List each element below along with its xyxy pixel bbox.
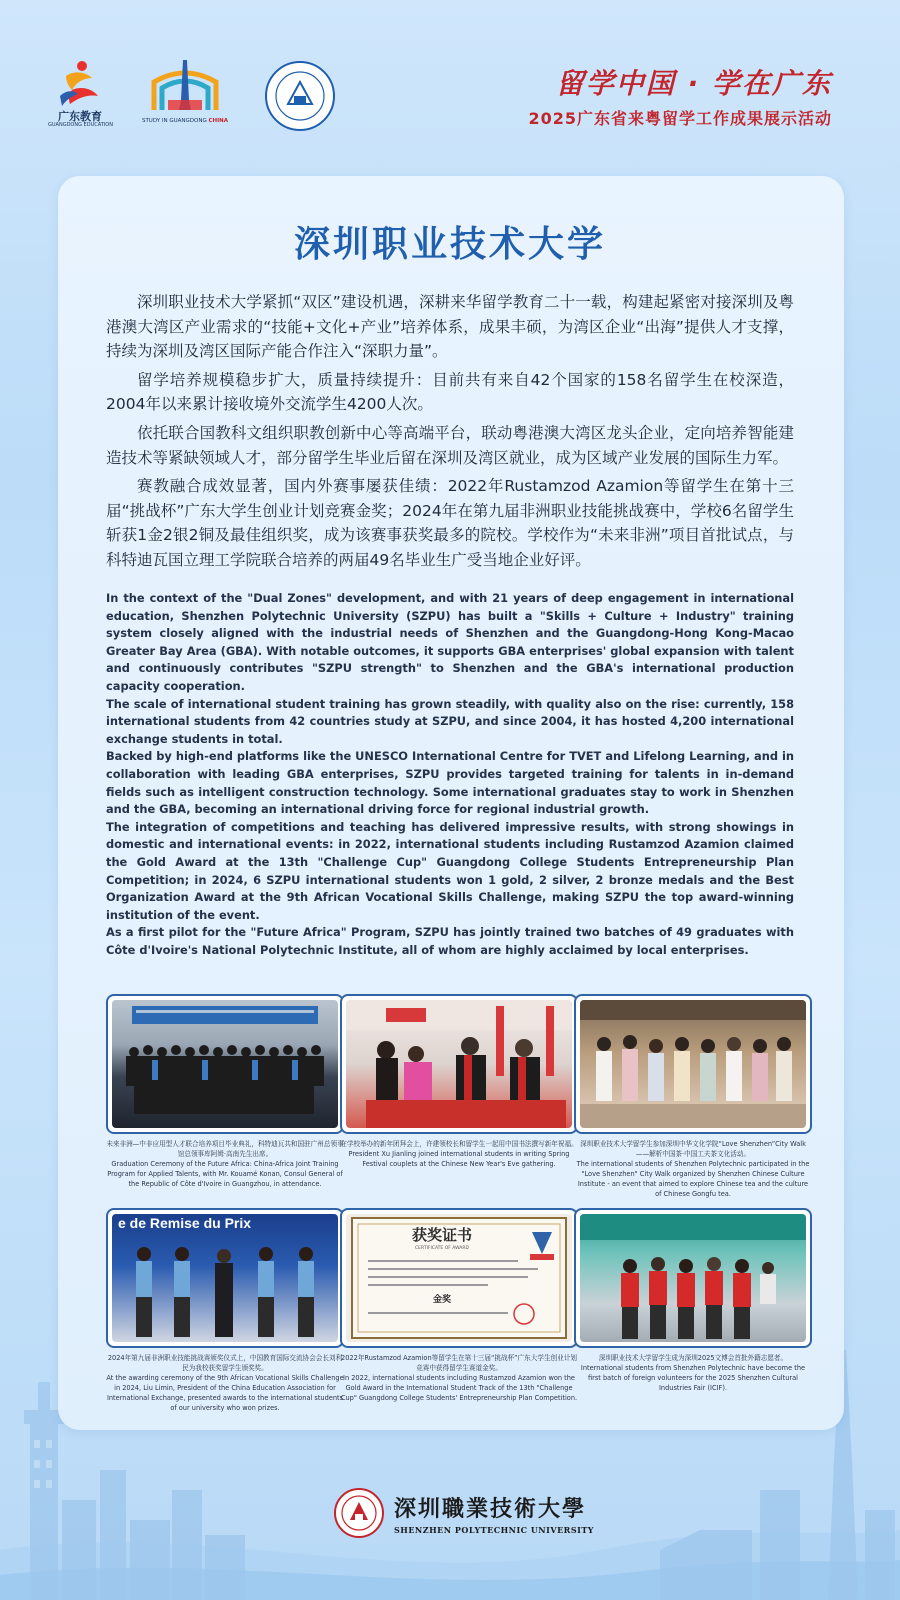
study-in-guangdong-tag: CHINA <box>208 118 229 124</box>
volunteers-photo <box>580 1214 806 1342</box>
campaign-slogan: 留学中国 · 学在广东 <box>555 67 832 100</box>
university-emblem-icon <box>334 1488 384 1538</box>
photo-caption <box>574 1353 812 1393</box>
photo-caption-cn: 深圳职业技术大学留学生成为深圳2025文博会首批外籍志愿者。 <box>598 1354 788 1362</box>
study-in-guangdong-logo <box>132 60 238 132</box>
header-slogan-block <box>528 62 832 129</box>
certificate-illustration <box>346 1214 572 1342</box>
page-title: 深圳职业技术大学 <box>293 224 606 265</box>
guangdong-education-logo <box>48 60 113 132</box>
photo-caption <box>340 1353 578 1403</box>
photo-caption <box>574 1139 812 1199</box>
banner-french-text: e de Remise du Prix <box>118 1215 252 1231</box>
chinese-paragraph: 留学培养规模稳步扩大，质量持续提升：目前共有来自42个国家的158名留学生在校深造，2004年以来累计接收境外交流学生4200人次。 <box>106 370 794 414</box>
english-paragraph: The integration of competitions and teaching has delivered impressive results, with strong showings in domestic and international events: in 2022, international students including Rustamzod Azamion claimed the Gold Award at the 13th "Challenge Cup" Guangdong College Students Entrepreneurship Plan Competition; in 2024, 6 SZPU international students won 1 gold, 2 silver, 2 bronze medals and the Best Organization Award at the 9th African Vocational Skills Challenge, making SZPU the top award-winning institution of the event. <box>106 819 794 922</box>
photo-frame <box>106 994 344 1134</box>
photo-card-tea-culture <box>574 994 812 1199</box>
english-paragraph: The scale of international student training has grown steadily, with quality also on the rise: currently, 158 international students from 42 countries study at SZPU, and since 2004, it has hosted 4,200 international exchange students in total. <box>106 696 794 746</box>
photo-caption-en: President Xu Jianling joined international students in writing Spring Festival couplets at the Chinese New Year's Eve gathering. <box>348 1150 570 1168</box>
photo-frame <box>574 1208 812 1348</box>
footer-university-logo <box>334 1488 594 1538</box>
photo-caption-cn: 未来非洲—中非应用型人才联合培养项目毕业典礼，科特迪瓦共和国驻广州总领事馆总领事库阿姆·高南先生出席。 <box>106 1140 344 1158</box>
photo-caption-cn: 2022年Rustamzod Azamion等留学生在第十三届“挑战杯”广东大学生创业计划竞赛中获得留学生赛道金奖。 <box>341 1354 577 1372</box>
chinese-introduction <box>106 290 794 577</box>
certificate-photo <box>346 1214 572 1342</box>
study-in-guangdong-text: STUDY IN GUANGDONG <box>141 118 207 124</box>
tea-group-illustration <box>580 1000 806 1128</box>
chinese-paragraph: 依托联合国教科文组织职教创新中心等高端平台，联动粤港澳大湾区龙头企业，定向培养智能建造技术等紧缺领域人才，部分留学生毕业后留在深圳及湾区就业，成为区域产业发展的国际生力军。 <box>106 423 794 467</box>
chinese-paragraph: 深圳职业技术大学紧抓“双区”建设机遇，深耕来华留学教育二十一载，构建起紧密对接深圳及粤港澳大湾区产业需求的“技能+文化+产业”培养体系，成果丰硕，为湾区企业“出海”提供人才支撑，持续为深圳及湾区国际产能合作注入“深职力量”。 <box>106 293 794 361</box>
certificate-subtitle: CERTIFICATE OF AWARD <box>415 1246 469 1251</box>
photo-caption <box>106 1139 344 1189</box>
photo-caption-en: The international students of Shenzhen Polytechnic participated in the "Love Shenzhen" City Walk organized by Shenzhen Chinese Culture Institute - an event that aimed to explore Chinese tea and the culture of Chinese Gongfu tea. <box>576 1160 810 1198</box>
photo-caption <box>106 1353 344 1413</box>
photo-card-challenge-cup-certificate <box>340 1208 578 1403</box>
english-introduction <box>106 590 794 959</box>
header-logos <box>48 56 336 136</box>
university-seal-logo-icon <box>264 60 336 132</box>
english-paragraph: As a first pilot for the "Future Africa" Program, SZPU has jointly trained two batches of 49 graduates with Côte d'Ivoire's National Polytechnic Institute, all of whom are highly acclaimed by local enterprises. <box>106 925 794 957</box>
certificate-title: 获奖证书 <box>411 1226 473 1244</box>
guangdong-education-emblem-icon <box>52 60 106 108</box>
study-in-guangdong-caption <box>132 118 238 124</box>
guangdong-education-en-label: GUANGDONG EDUCATION <box>48 122 113 128</box>
photo-card-calligraphy <box>340 994 578 1169</box>
certificate-award: 金奖 <box>432 1295 452 1305</box>
english-paragraph: Backed by high-end platforms like the UNESCO International Centre for TVET and Lifelong Learning, and in collaboration with leading GBA enterprises, SZPU provides targeted training for talents in in-demand fields such as intelligent construction technology. Some international graduates stay to work in Shenzhen and the GBA, becoming an international driving force for regional industrial growth. <box>106 749 794 817</box>
photo-caption-en: In 2022, international students including Rustamzod Azamion won the Gold Award in the International Student Track of the 13th "Challenge Cup" Guangdong College Students' Entrepreneurship Plan Competition. <box>340 1374 578 1402</box>
photo-caption <box>340 1139 578 1169</box>
footer-university-name-en: SHENZHEN POLYTECHNIC UNIVERSITY <box>394 1524 594 1535</box>
photo-frame <box>574 994 812 1134</box>
calligraphy-photo <box>346 1000 572 1128</box>
tea-culture-photo <box>580 1000 806 1128</box>
english-paragraph: In the context of the "Dual Zones" development, and with 21 years of deep engagement in international education, Shenzhen Polytechnic University (SZPU) has built a "Skills + Culture + Industry" training system closely aligned with the industrial needs of Shenzhen and the Guangdong-Hong Kong-Macao Greater Bay Area (GBA). With notable outcomes, it supports GBA enterprises' global expansion with talent and continuously contributes "SZPU strength" to Shenzhen and the GBA's international production capacity cooperation. <box>106 591 794 693</box>
campaign-subtitle: 2025广东省来粤留学工作成果展示活动 <box>528 109 832 128</box>
award-stage-illustration <box>112 1214 338 1342</box>
calligraphy-scene-illustration <box>346 1000 572 1128</box>
photo-frame <box>340 994 578 1134</box>
photo-frame <box>340 1208 578 1348</box>
photo-caption-cn: 在学校举办的新年团拜会上，许建领校长和留学生一起用中国书法撰写新年祝福。 <box>340 1140 578 1148</box>
canton-tower-arch-icon <box>132 60 238 116</box>
photo-caption-en: Graduation Ceremony of the Future Africa: China-Africa Joint Training Program for Applied Talents, with Mr. Kouamé Konan, Consul General of the Republic of Côte d'Ivoire in Guangzhou, in attendance. <box>107 1160 343 1188</box>
guangdong-education-label: 广东教育 <box>58 110 102 123</box>
volunteer-group-illustration <box>580 1214 806 1342</box>
graduation-photo <box>112 1000 338 1128</box>
chinese-paragraph: 赛教融合成效显著，国内外赛事屡获佳绩：2022年Rustamzod Azamion等留学生在第十三届“挑战杯”广东大学生创业计划竞赛金奖；2024年在第九届非洲职业技能挑战赛中，学校6名留学生斩获1金2银2铜及最佳组织奖，成为该赛事获奖最多的院校。学校作为“未来非洲”项目首批试点，与科特迪瓦国立理工学院联合培养的两届49名毕业生广受当地企业好评。 <box>106 477 794 569</box>
footer-university-name-cn: 深圳職業技術大學 <box>394 1495 587 1522</box>
photo-caption-en: At the awarding ceremony of the 9th African Vocational Skills Challenge in 2024, Liu Limin, President of the China Education Association for International Exchange, presented awards to the international students of our university who won prizes. <box>106 1374 344 1412</box>
photo-caption-en: International students from Shenzhen Polytechnic have become the first batch of foreign volunteers for the 2025 Shenzhen Cultural Industries Fair (ICIF). <box>580 1364 806 1392</box>
award-ceremony-photo <box>112 1214 338 1342</box>
footer-name-block <box>394 1492 594 1535</box>
photo-card-graduation <box>106 994 344 1189</box>
photo-card-african-skills-award <box>106 1208 344 1413</box>
photo-caption-cn: 2024年第九届非洲职业技能挑战赛颁奖仪式上，中国教育国际交流协会会长刘利民为我校获奖留学生颁奖奖。 <box>107 1354 343 1372</box>
photo-caption-cn: 深圳职业技术大学留学生参加深圳中华文化学院“Love Shenzhen”City Walk——解析中国茶·中国工夫茶文化活动。 <box>580 1140 806 1158</box>
photo-card-icif-volunteers <box>574 1208 812 1393</box>
graduation-group-illustration <box>112 1000 338 1128</box>
photo-frame <box>106 1208 344 1348</box>
